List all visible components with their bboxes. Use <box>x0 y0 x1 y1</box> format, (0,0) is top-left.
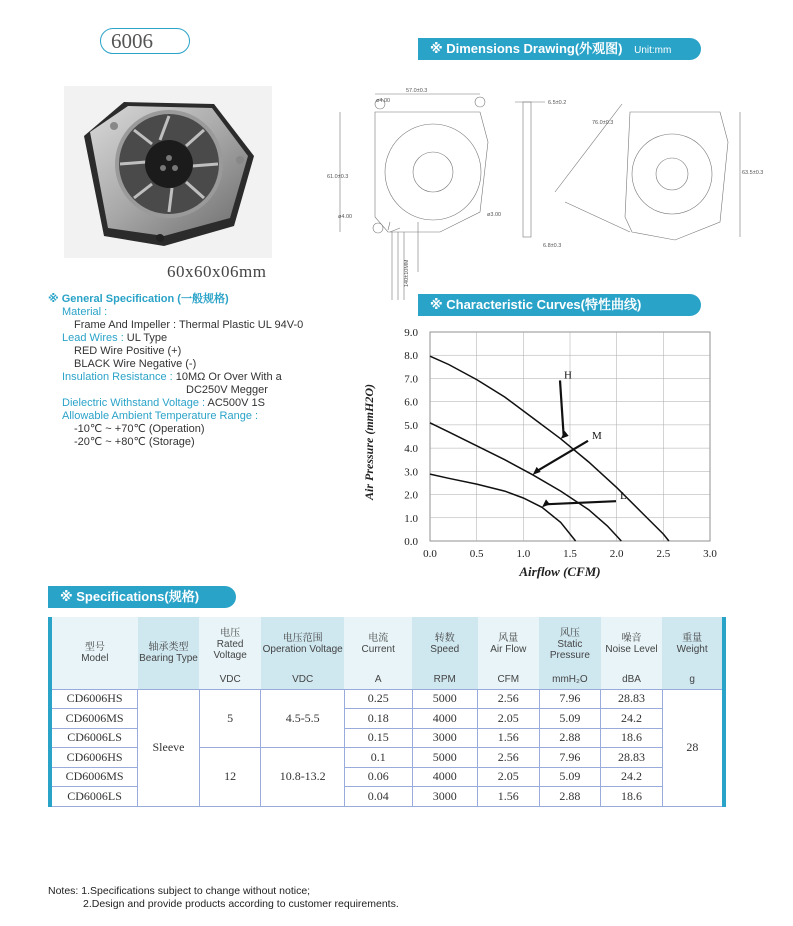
table-row <box>50 689 724 709</box>
table-cell: 7.96 <box>539 689 601 709</box>
header-cn: 噪音 <box>621 633 642 644</box>
table-cell: CD6006HS <box>50 748 138 768</box>
header-cell <box>344 617 412 671</box>
header-unit: A <box>344 671 412 689</box>
table-cell: 12 <box>199 748 261 807</box>
characteristic-chart <box>355 322 735 584</box>
general-specification <box>48 293 303 449</box>
header-cell <box>412 617 478 671</box>
dim-hole: ø4.00 <box>376 98 391 104</box>
header-cell <box>138 617 200 689</box>
header-cell <box>662 617 724 671</box>
table-cell: 5000 <box>412 748 478 768</box>
header-cn: 轴承类型 <box>148 641 189 653</box>
insulation-value: 10MΩ Or Over With a <box>172 371 282 383</box>
dielectric-value: AC500V 1S <box>205 397 266 409</box>
series-label-m: M <box>592 429 602 442</box>
series-arrow <box>536 441 588 472</box>
table-cell: 2.05 <box>478 767 540 787</box>
y-tick-label: 4.0 <box>404 443 418 456</box>
series-label-h: H <box>564 369 572 382</box>
notes <box>48 885 399 911</box>
dimensions-header <box>418 38 701 60</box>
table-cell: 0.25 <box>344 689 412 709</box>
dim-hub: ø3.00 <box>487 212 502 218</box>
table-cell: 7.96 <box>539 748 601 768</box>
header-en: Noise Level <box>605 644 658 655</box>
y-tick-label: 5.0 <box>404 419 418 432</box>
dim-height-right: 63.5±0.3 <box>742 170 764 176</box>
size-label: 60x60x06mm <box>167 262 267 281</box>
dim-diagonal: 76.0±0.3 <box>592 120 614 126</box>
header-cn: 电流 <box>368 633 389 644</box>
dielectric-label: Dielectric Withstand Voltage : <box>62 397 206 409</box>
table-cell: 3000 <box>412 728 478 748</box>
header-unit: g <box>662 671 724 689</box>
table-cell: 3000 <box>412 787 478 807</box>
x-tick-label: 3.0 <box>703 548 717 560</box>
dimensions-unit: Unit:mm <box>634 45 672 56</box>
y-tick-label: 0.0 <box>404 536 418 548</box>
table-cell: 0.06 <box>344 767 412 787</box>
header-en: Speed <box>430 644 460 655</box>
y-tick-label: 2.0 <box>404 489 418 502</box>
y-tick-label: 6.0 <box>404 396 418 409</box>
insulation-label: Insulation Resistance : <box>62 371 173 383</box>
chart-grid <box>430 332 710 541</box>
header-cn: 重量 <box>682 633 703 644</box>
table-cell: 5000 <box>412 689 478 709</box>
table-cell: 0.1 <box>344 748 412 768</box>
x-tick-label: 1.0 <box>516 548 531 560</box>
header-en: Rated Voltage <box>213 638 247 661</box>
dim-hole2: ø4.00 <box>338 214 353 220</box>
table-cell: 4.5-5.5 <box>261 689 344 748</box>
table-cell: 4000 <box>412 709 478 729</box>
curves-header <box>418 294 701 316</box>
specs-header <box>48 586 236 608</box>
header-cn: 电压范围 <box>282 633 323 644</box>
dim-wire-length: 140±10MM <box>404 259 410 287</box>
x-axis-label: Airflow (CFM) <box>519 564 601 579</box>
header-cn: 转数 <box>434 633 455 644</box>
header-cn: 风量 <box>498 633 519 644</box>
table-cell: CD6006LS <box>50 787 138 807</box>
table-cell: 2.88 <box>539 728 601 748</box>
temp-storage: -20℃ ~ +80℃ (Storage) <box>74 436 195 448</box>
curves-title: ※ Characteristic Curves(特性曲线) <box>430 297 642 312</box>
table-cell: 28.83 <box>601 748 663 768</box>
dimensions-drawing <box>327 82 770 304</box>
table-cell: Sleeve <box>138 689 200 806</box>
table-cell: 24.2 <box>601 709 663 729</box>
x-tick-label: 2.5 <box>656 548 671 560</box>
header-cell <box>50 617 138 689</box>
table-cell: 28.83 <box>601 689 663 709</box>
specifications-table <box>48 617 726 807</box>
temp-operation: -10℃ ~ +70℃ (Operation) <box>74 423 205 435</box>
header-en: Model <box>81 652 109 664</box>
series-label-l: L <box>620 490 627 503</box>
table-cell: CD6006HS <box>50 689 138 709</box>
lead-wires-value: UL Type <box>123 332 168 344</box>
series-arrow <box>545 501 616 504</box>
table-cell: 0.18 <box>344 709 412 729</box>
table-cell: 4000 <box>412 767 478 787</box>
x-tick-label: 0.0 <box>423 548 437 560</box>
note-line-1: Notes: 1.Specifications subject to change without notice; <box>48 885 311 897</box>
table-cell: 18.6 <box>601 728 663 748</box>
table-cell: 0.04 <box>344 787 412 807</box>
table-cell: 24.2 <box>601 767 663 787</box>
material-value: Frame And Impeller : Thermal Plastic UL 94V-0 <box>74 319 304 331</box>
black-wire: BLACK Wire Negative (-) <box>74 358 197 370</box>
red-wire: RED Wire Positive (+) <box>74 345 182 357</box>
y-tick-labels <box>404 327 418 548</box>
header-en: Operation Voltage <box>262 644 343 655</box>
header-cell <box>199 617 261 671</box>
y-tick-label: 9.0 <box>404 327 418 339</box>
table-cell: 0.15 <box>344 728 412 748</box>
ambient-label: Allowable Ambient Temperature Range : <box>62 410 259 422</box>
specs-title: ※ Specifications(规格) <box>60 589 200 604</box>
table-cell: 5.09 <box>539 767 601 787</box>
series-line-l <box>430 474 576 541</box>
table-cell: CD6006MS <box>50 767 138 787</box>
header-en: Static Pressure <box>549 638 590 661</box>
header-cn: 电压 <box>220 627 241 639</box>
header-unit: VDC <box>199 671 261 689</box>
table-cell: CD6006LS <box>50 728 138 748</box>
x-tick-labels <box>423 548 717 560</box>
table-cell: CD6006MS <box>50 709 138 729</box>
header-cell <box>539 617 601 671</box>
header-unit: RPM <box>412 671 478 689</box>
series-arrow <box>560 380 564 435</box>
table-cell: 5.09 <box>539 709 601 729</box>
y-tick-label: 8.0 <box>404 350 418 363</box>
table-cell: 18.6 <box>601 787 663 807</box>
table-cell: 5 <box>199 689 261 748</box>
table-cell: 10.8-13.2 <box>261 748 344 807</box>
table-cell: 2.05 <box>478 709 540 729</box>
series-arrowhead <box>542 499 550 507</box>
header-cn: 风压 <box>559 627 580 639</box>
note-line-2: 2.Design and provide products according to customer requirements. <box>83 898 399 910</box>
table-cell: 2.88 <box>539 787 601 807</box>
header-unit: mmH₂O <box>539 671 601 689</box>
dimensions-title: ※ Dimensions Drawing(外观图) <box>430 41 623 56</box>
table-cell: 2.56 <box>478 689 540 709</box>
dim-height-left: 61.0±0.3 <box>327 174 349 180</box>
x-tick-label: 2.0 <box>609 548 624 560</box>
header-cell <box>478 617 540 671</box>
header-cell <box>261 617 344 671</box>
table-cell: 28 <box>662 689 724 806</box>
product-photo <box>64 86 272 258</box>
header-unit: dBA <box>601 671 663 689</box>
dim-thickness2: 6.8±0.3 <box>543 243 562 249</box>
chart-series <box>430 356 669 541</box>
material-label: Material : <box>62 306 108 318</box>
insulation-value2: DC250V Megger <box>186 384 268 396</box>
model-badge: 6006 <box>100 28 190 54</box>
header-en: Weight <box>676 644 708 655</box>
y-tick-label: 3.0 <box>404 466 418 479</box>
chart-arrows <box>533 369 627 507</box>
table-cell: 1.56 <box>478 728 540 748</box>
table-cell: 1.56 <box>478 787 540 807</box>
x-tick-label: 0.5 <box>469 548 484 560</box>
general-spec-title: ※ General Specification (一般规格) <box>48 293 229 305</box>
table-cell: 2.56 <box>478 748 540 768</box>
y-tick-label: 1.0 <box>404 512 418 525</box>
y-axis-label: Air Pressure (mmH2O) <box>362 383 376 501</box>
series-arrowhead <box>533 467 541 475</box>
header-cn: 型号 <box>84 641 105 653</box>
header-en: Current <box>361 644 395 655</box>
dim-width: 57.0±0.3 <box>406 88 428 94</box>
series-arrowhead <box>561 431 569 439</box>
dim-thickness: 6.5±0.2 <box>548 100 567 106</box>
x-tick-label: 1.5 <box>563 548 577 560</box>
header-unit: CFM <box>478 671 540 689</box>
header-en: Bearing Type <box>139 652 198 664</box>
header-cell <box>601 617 663 671</box>
header-en: Air Flow <box>490 644 527 655</box>
y-tick-label: 7.0 <box>404 373 418 386</box>
header-unit: VDC <box>261 671 344 689</box>
lead-wires-label: Lead Wires : <box>62 332 124 344</box>
